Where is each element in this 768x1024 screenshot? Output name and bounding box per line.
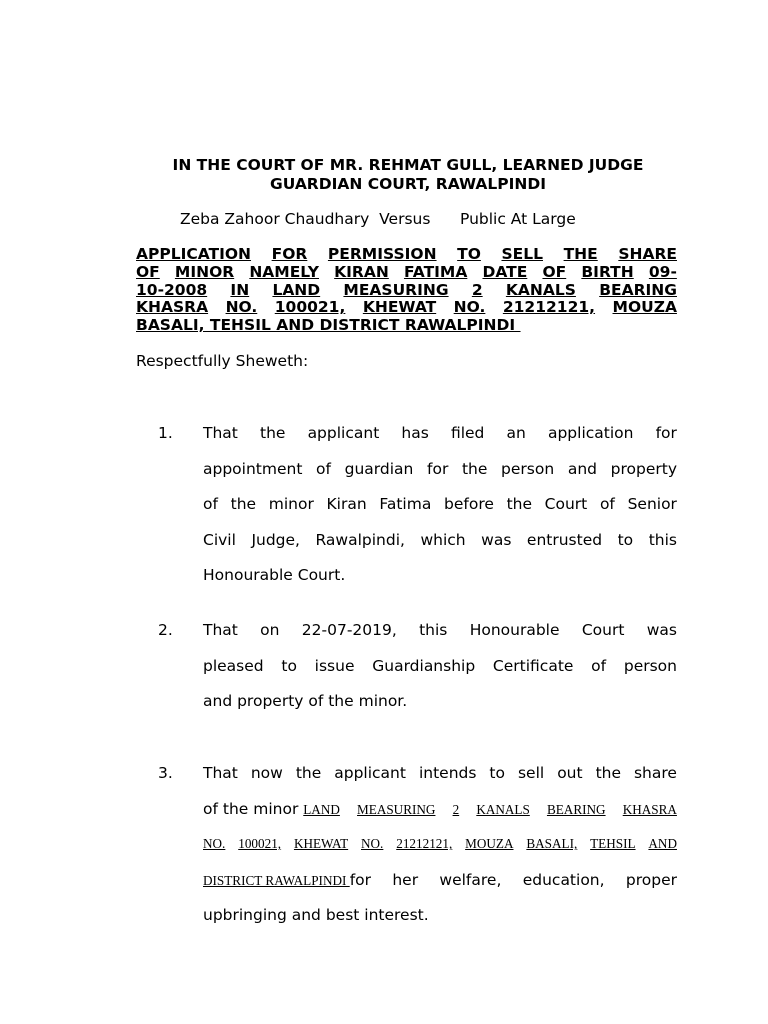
paragraph-line bbox=[203, 612, 677, 648]
word: person bbox=[501, 459, 555, 478]
word: share bbox=[633, 764, 677, 782]
title-line bbox=[136, 317, 677, 335]
word: TO bbox=[457, 245, 481, 263]
word: BASALI, TEHSIL AND DISTRICT RAWALPINDI bbox=[136, 316, 521, 335]
paragraph-text: of the minor bbox=[203, 799, 304, 818]
land-description-text: DISTRICT RAWALPINDI bbox=[203, 872, 350, 888]
word: of bbox=[316, 459, 331, 478]
salutation: Respectfully Sheweth: bbox=[136, 352, 309, 370]
word: appointment bbox=[203, 459, 303, 478]
word: 100021, bbox=[238, 836, 282, 852]
word: for bbox=[655, 424, 677, 442]
word: Court bbox=[544, 495, 588, 514]
word: NO. bbox=[225, 298, 258, 317]
paragraph-number: 1. bbox=[158, 424, 173, 442]
word: the bbox=[295, 764, 322, 782]
paragraph-line bbox=[203, 648, 677, 684]
word: Civil bbox=[203, 530, 236, 549]
paragraph-text: for her welfare, education, proper bbox=[349, 870, 677, 889]
word: NO. bbox=[203, 836, 226, 852]
word: OF bbox=[542, 262, 567, 281]
word: NO. bbox=[453, 298, 486, 317]
word: APPLICATION bbox=[136, 245, 252, 263]
word: was bbox=[646, 621, 677, 639]
word: KHASRA bbox=[136, 298, 209, 317]
word: person bbox=[623, 656, 677, 675]
word: 09- bbox=[648, 262, 677, 281]
word: MOUZA bbox=[612, 298, 677, 317]
word: Judge, bbox=[251, 530, 300, 549]
paragraph-line: upbringing and best interest. bbox=[203, 906, 429, 925]
word: 100021, bbox=[274, 298, 346, 317]
word: MEASURING bbox=[343, 280, 449, 299]
word: Honourable bbox=[469, 621, 560, 639]
word: for bbox=[427, 459, 449, 478]
paragraph-line bbox=[203, 451, 677, 487]
word: Honourable Court. bbox=[203, 566, 346, 585]
word: LAND bbox=[272, 280, 321, 299]
word: the bbox=[461, 459, 488, 478]
paragraph-line bbox=[203, 755, 677, 791]
word: SHARE bbox=[618, 245, 677, 263]
paragraph-line bbox=[203, 791, 677, 827]
word: guardian bbox=[344, 459, 414, 478]
word: the bbox=[230, 495, 257, 514]
word: PERMISSION bbox=[327, 245, 437, 263]
word: of bbox=[599, 495, 615, 514]
land-description-text bbox=[203, 826, 677, 862]
word: 21212121, bbox=[502, 298, 596, 317]
word: the bbox=[506, 495, 532, 514]
paragraph-line bbox=[203, 415, 677, 451]
word: KANALS bbox=[505, 280, 576, 299]
word: THE bbox=[563, 245, 598, 263]
word: Senior bbox=[627, 495, 677, 514]
word: and bbox=[567, 459, 597, 478]
word: Rawalpindi, bbox=[315, 530, 405, 549]
paragraph-line bbox=[203, 557, 677, 593]
paragraph-body bbox=[203, 415, 677, 593]
word: on bbox=[260, 621, 280, 639]
word: FATIMA bbox=[403, 262, 468, 281]
title-line bbox=[136, 246, 677, 264]
word: Fatima bbox=[379, 495, 432, 514]
word: OF bbox=[136, 262, 160, 281]
word: now bbox=[250, 764, 283, 782]
paragraph-line bbox=[203, 522, 677, 558]
word: TEHSIL bbox=[590, 836, 636, 852]
word: AND bbox=[648, 836, 677, 852]
word: before bbox=[444, 495, 494, 514]
word: KHEWAT bbox=[362, 298, 437, 317]
word: was bbox=[481, 530, 512, 549]
title-line bbox=[136, 299, 677, 317]
court-heading-line-1: IN THE COURT OF MR. REHMAT GULL, LEARNED JUDGE bbox=[172, 156, 644, 174]
word: MEASURING bbox=[357, 801, 436, 817]
word: application bbox=[547, 424, 634, 442]
word: pleased bbox=[203, 656, 264, 675]
paragraph-body bbox=[203, 755, 677, 933]
title-line bbox=[136, 264, 677, 282]
word: Guardianship bbox=[372, 656, 476, 675]
word: That bbox=[203, 621, 238, 639]
word: the bbox=[595, 764, 621, 782]
word: and property of the minor. bbox=[203, 692, 408, 711]
word: sell bbox=[517, 764, 545, 782]
paragraph-line bbox=[203, 486, 677, 522]
word: KIRAN bbox=[334, 262, 389, 281]
word: NAMELY bbox=[249, 262, 319, 281]
word: this bbox=[648, 530, 677, 549]
word: SELL bbox=[501, 245, 543, 263]
word: applicant bbox=[307, 424, 380, 442]
word: KHEWAT bbox=[293, 836, 349, 852]
paragraph-number: 2. bbox=[158, 621, 173, 639]
word: 22-07-2019, bbox=[301, 621, 397, 639]
word: NO. bbox=[361, 836, 384, 852]
word: applicant bbox=[334, 764, 406, 782]
word: property bbox=[610, 459, 677, 478]
word: BIRTH bbox=[581, 262, 634, 281]
word: entrusted bbox=[526, 530, 603, 549]
word: to bbox=[617, 530, 634, 549]
word: which bbox=[420, 530, 466, 549]
word: of bbox=[203, 495, 218, 514]
word: BEARING bbox=[546, 801, 606, 817]
word: this bbox=[419, 621, 448, 639]
word: 2 bbox=[452, 801, 460, 817]
word: That bbox=[203, 764, 238, 782]
title-line bbox=[136, 282, 677, 300]
word: KHASRA bbox=[622, 801, 677, 817]
word: minor bbox=[268, 495, 314, 514]
word: 21212121, bbox=[396, 836, 453, 852]
word: MOUZA bbox=[465, 836, 514, 852]
word: FOR bbox=[271, 245, 308, 263]
word: intends bbox=[418, 764, 477, 782]
paragraph-number: 3. bbox=[158, 764, 173, 782]
word: out bbox=[557, 764, 583, 782]
word: That bbox=[203, 424, 238, 442]
word: Certificate bbox=[492, 656, 574, 675]
word: KANALS bbox=[476, 801, 530, 817]
word: to bbox=[489, 764, 505, 782]
paragraph-line bbox=[203, 683, 677, 719]
word: 2 bbox=[471, 280, 483, 299]
word: to bbox=[281, 656, 297, 675]
word: issue bbox=[314, 656, 355, 675]
case-parties: Zeba Zahoor Chaudhary Versus Public At Large bbox=[180, 210, 576, 228]
word: of bbox=[591, 656, 607, 675]
court-heading bbox=[130, 156, 686, 194]
paragraph-line bbox=[203, 862, 677, 898]
word: an bbox=[506, 424, 526, 442]
application-title bbox=[136, 246, 677, 335]
word: 10-2008 bbox=[136, 280, 208, 299]
court-heading-line-2: GUARDIAN COURT, RAWALPINDI bbox=[269, 175, 547, 193]
word: Kiran bbox=[326, 495, 367, 514]
word: BEARING bbox=[599, 280, 677, 299]
paragraph-body bbox=[203, 612, 677, 719]
word: Court bbox=[581, 621, 625, 639]
word: MINOR bbox=[174, 262, 235, 281]
word: the bbox=[260, 424, 286, 442]
word: IN bbox=[230, 280, 250, 299]
word: has bbox=[401, 424, 429, 442]
word: LAND bbox=[303, 801, 340, 817]
word: DATE bbox=[482, 262, 528, 281]
word: filed bbox=[450, 424, 485, 442]
word: BASALI, bbox=[526, 836, 578, 852]
land-description-text bbox=[303, 792, 677, 828]
